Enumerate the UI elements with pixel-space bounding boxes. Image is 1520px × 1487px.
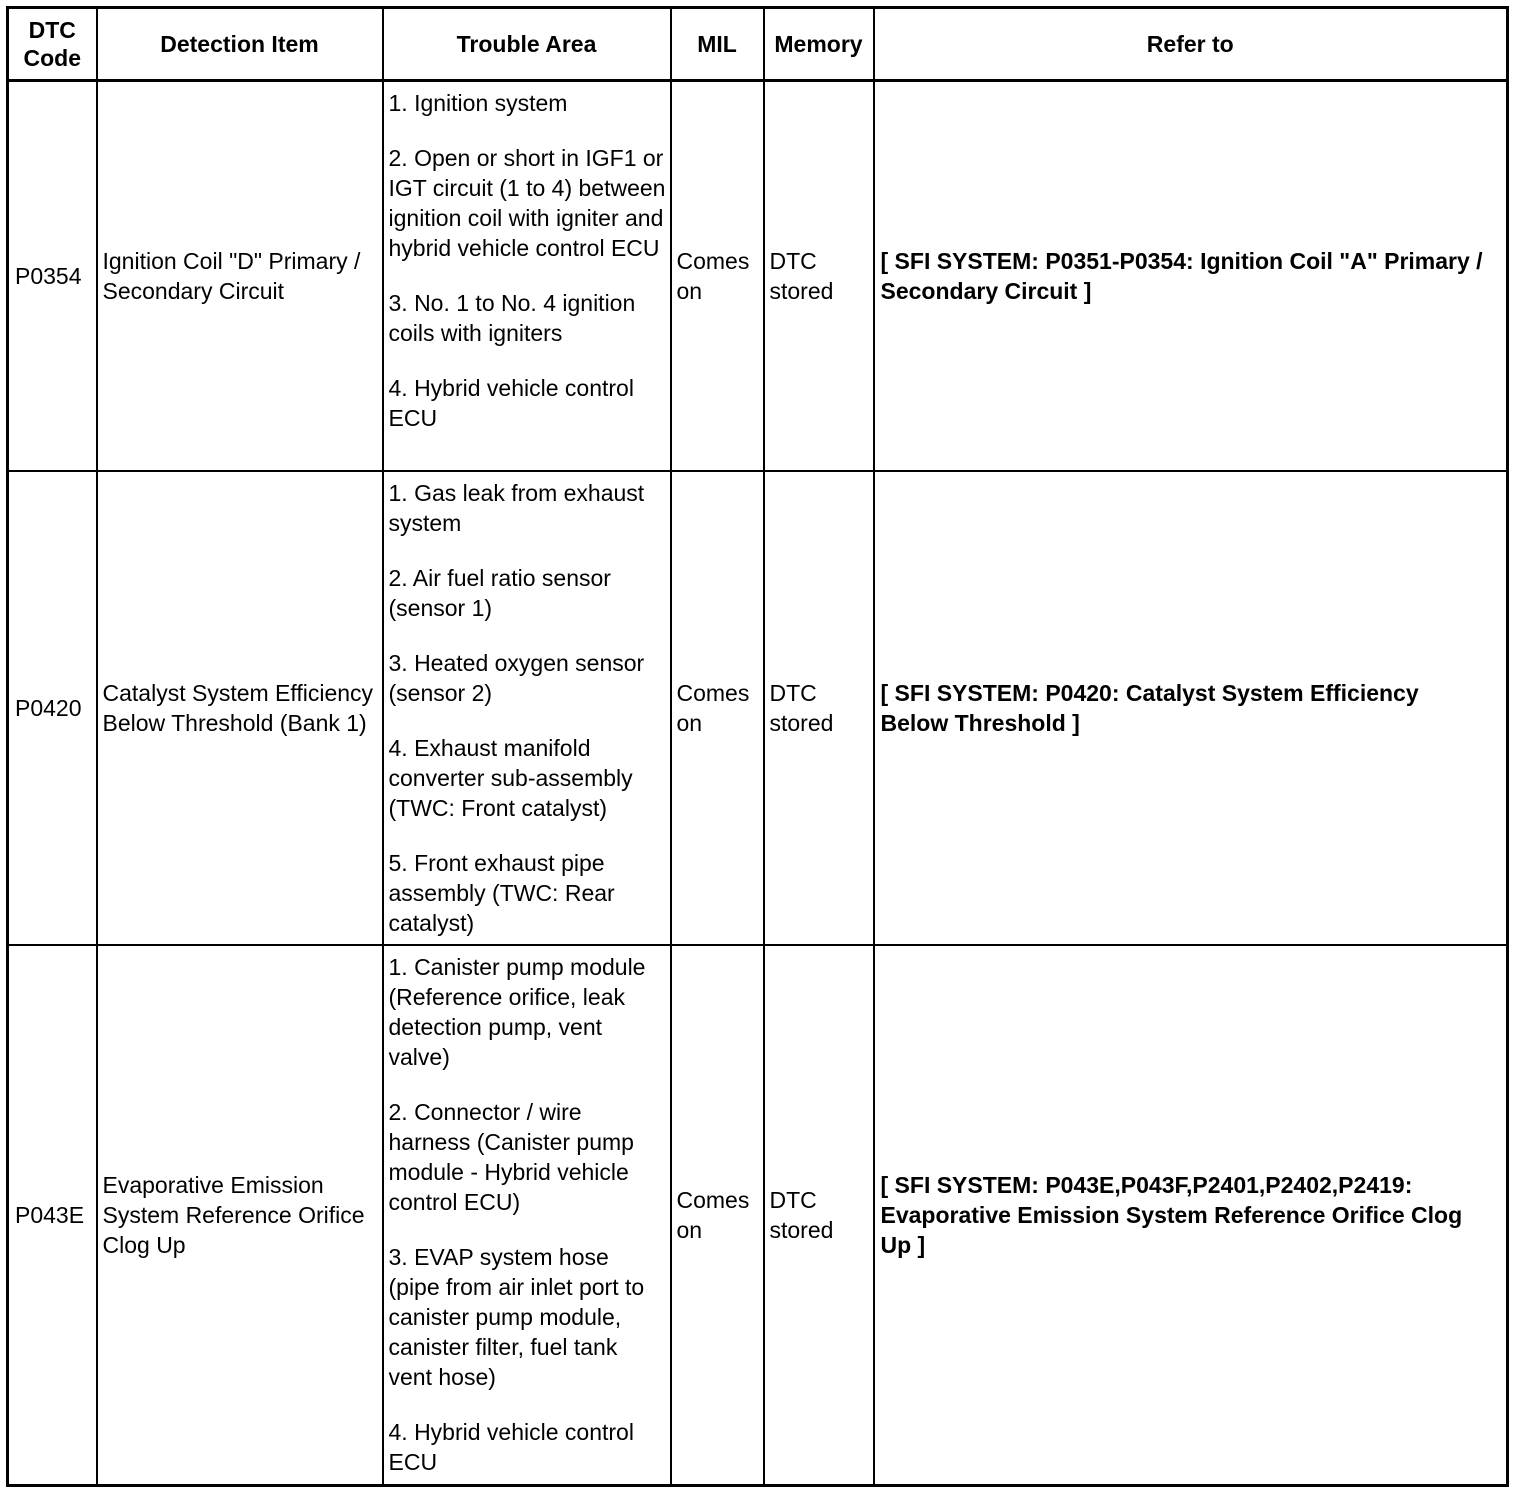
dtc-code-cell: P0354 <box>8 81 97 472</box>
trouble-area-cell <box>383 81 671 472</box>
refer-to-link: [ SFI SYSTEM: P043E,P043F,P2401,P2402,P2419: Evaporative Emission System Reference Orifice Clog Up ] <box>880 1172 1463 1258</box>
header-row <box>8 8 1508 81</box>
trouble-area-item: 4. Hybrid vehicle control ECU <box>388 1419 634 1475</box>
header-detection-item: Detection Item <box>97 8 383 81</box>
dtc-code-cell: P0420 <box>8 471 97 945</box>
table-row <box>8 945 1508 1486</box>
refer-to-cell <box>874 471 1508 945</box>
trouble-area-item: 1. Canister pump module (Reference orifice, leak detection pump, vent valve) <box>388 954 646 1070</box>
detection-item-cell: Evaporative Emission System Reference Orifice Clog Up <box>97 945 383 1486</box>
table-row <box>8 471 1508 945</box>
trouble-area-item: 4. Hybrid vehicle control ECU <box>388 375 634 431</box>
trouble-area-cell <box>383 945 671 1486</box>
trouble-area-item: 2. Open or short in IGF1 or IGT circuit (1 to 4) between ignition coil with igniter and hybrid vehicle control ECU <box>388 145 666 261</box>
trouble-area-item: 3. No. 1 to No. 4 ignition coils with igniters <box>388 290 636 346</box>
trouble-area-cell <box>383 471 671 945</box>
trouble-area-item: 2. Connector / wire harness (Canister pump module - Hybrid vehicle control ECU) <box>388 1099 634 1215</box>
table-row <box>8 81 1508 472</box>
refer-to-cell <box>874 945 1508 1486</box>
detection-item-cell: Catalyst System Efficiency Below Threshold (Bank 1) <box>97 471 383 945</box>
memory-cell: DTC stored <box>764 471 874 945</box>
header-mil: MIL <box>671 8 764 81</box>
refer-to-link: [ SFI SYSTEM: P0420: Catalyst System Efficiency Below Threshold ] <box>880 680 1419 736</box>
trouble-area-item: 2. Air fuel ratio sensor (sensor 1) <box>388 565 611 621</box>
mil-cell: Comes on <box>671 945 764 1486</box>
memory-cell: DTC stored <box>764 945 874 1486</box>
trouble-area-item: 1. Gas leak from exhaust system <box>388 480 645 536</box>
refer-to-link: [ SFI SYSTEM: P0351-P0354: Ignition Coil "A" Primary / Secondary Circuit ] <box>880 248 1483 304</box>
dtc-table <box>6 6 1509 1487</box>
trouble-area-item: 5. Front exhaust pipe assembly (TWC: Rear catalyst) <box>388 850 615 936</box>
header-refer-to: Refer to <box>874 8 1508 81</box>
refer-to-cell <box>874 81 1508 472</box>
trouble-area-item: 3. Heated oxygen sensor (sensor 2) <box>388 650 645 706</box>
header-trouble-area: Trouble Area <box>383 8 671 81</box>
trouble-area-item: 1. Ignition system <box>388 90 568 116</box>
mil-cell: Comes on <box>671 471 764 945</box>
detection-item-cell: Ignition Coil "D" Primary / Secondary Circuit <box>97 81 383 472</box>
header-memory: Memory <box>764 8 874 81</box>
trouble-area-item: 4. Exhaust manifold converter sub-assembly (TWC: Front catalyst) <box>388 735 633 821</box>
dtc-code-cell: P043E <box>8 945 97 1486</box>
header-dtc-code: DTC Code <box>8 8 97 81</box>
memory-cell: DTC stored <box>764 81 874 472</box>
trouble-area-item: 3. EVAP system hose (pipe from air inlet port to canister pump module, canister filter, fuel tank vent hose) <box>388 1244 645 1390</box>
mil-cell: Comes on <box>671 81 764 472</box>
